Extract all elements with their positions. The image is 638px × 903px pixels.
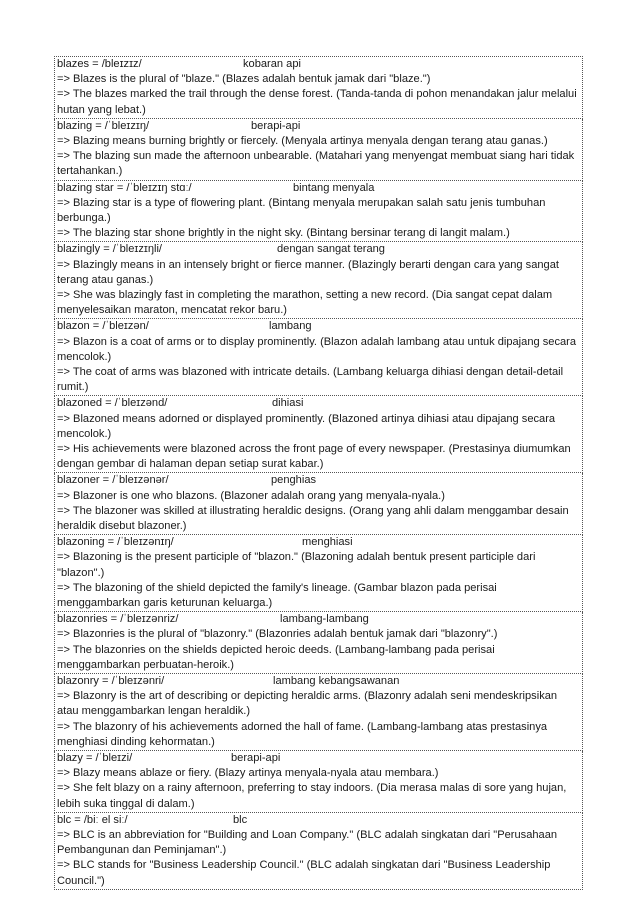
- entry-translation: berapi-api: [251, 119, 301, 132]
- entry-definition: => Blazoner is one who blazons. (Blazoner adalah orang yang menyala-nyala.): [57, 489, 445, 502]
- entry-term: blazing star = /ˈbleɪzɪŋ stɑː/: [57, 181, 192, 194]
- entry-definition: => BLC is an abbreviation for "Building and Loan Company." (BLC adalah singkatan dari "Perusahaan Pembangunan dan Peminjaman".): [57, 828, 558, 857]
- entry-definition: => Blazon is a coat of arms or to display prominently. (Blazon adalah lambang atau untuk dipajang secara mencolok.): [57, 335, 577, 363]
- entry-definition: => Blazingly means in an intensely bright or fierce manner. (Blazingly berarti dengan cara yang sangat terang atau ganas.): [57, 258, 559, 286]
- entry-example: => She felt blazy on a rainy afternoon, preferring to stay indoors. (Dia merasa malas di sore yang hujan, lebih suka tinggal di dalam.): [57, 782, 567, 810]
- entry-headword-line: [55, 242, 582, 257]
- entry-definition: => Blazy means ablaze or fiery. (Blazy artinya menyala-nyala atau membara.): [57, 767, 439, 780]
- entry-headword-line: [55, 319, 582, 334]
- entry-translation: kobaran api: [243, 58, 301, 70]
- entry-example: => The blazes marked the trail through the dense forest. (Tanda-tanda di pohon menandakan jalur melalui hutan yang lebat.): [57, 88, 577, 116]
- entry-example: => The blazonry of his achievements adorned the hall of fame. (Lambang-lambang atas prestasinya menghiasi dinding kehormatan.): [57, 720, 548, 748]
- entry-term: blazing = /ˈbleɪzɪŋ/: [57, 119, 150, 132]
- entry-headword-line: [55, 57, 582, 72]
- entry-term: blazoner = /ˈbleɪzənər/: [57, 474, 169, 487]
- dictionary-page: [54, 56, 583, 890]
- entry-example: => The blazing star shone brightly in the night sky. (Bintang bersinar terang di langit malam.): [57, 227, 510, 240]
- entry-headword-line: [55, 535, 582, 550]
- entry-headword-line: [55, 396, 582, 411]
- entry-example: => The blazoner was skilled at illustrating heraldic designs. (Orang yang ahli dalam menggambar desain heraldik disebut blazoner.): [57, 504, 569, 532]
- entry-headword-line: [55, 674, 582, 689]
- dictionary-entry: [54, 813, 583, 890]
- entry-headword-line: [55, 181, 582, 196]
- dictionary-entry: [54, 319, 583, 396]
- entry-term: blazoned = /ˈbleɪzənd/: [57, 397, 168, 410]
- dictionary-entry: [54, 396, 583, 473]
- entry-term: blazes = /bleɪzɪz/: [57, 58, 142, 70]
- entry-headword-line: [55, 473, 582, 488]
- entry-translation: berapi-api: [231, 751, 281, 764]
- dictionary-entry: [54, 612, 583, 674]
- entry-example: => She was blazingly fast in completing the marathon, setting a new record. (Dia sangat cepat dalam menyelesaikan maraton, mencatat rekor baru.): [57, 288, 553, 317]
- entry-term: blazy = /ˈbleɪzi/: [57, 751, 133, 764]
- entry-term: blazingly = /ˈbleɪzɪŋli/: [57, 243, 163, 256]
- dictionary-entry: [54, 535, 583, 612]
- entry-translation: menghiasi: [302, 536, 353, 549]
- entry-translation: bintang menyala: [293, 181, 375, 194]
- entry-example: => His achievements were blazoned across the front page of every newspaper. (Prestasinya diumumkan dengan gembar di halaman depan setiap surat kabar.): [57, 442, 571, 471]
- entry-translation: lambang kebangsawanan: [273, 674, 400, 687]
- entry-headword-line: [55, 813, 582, 828]
- entry-example: => The blazoning of the shield depicted the family's lineage. (Gambar blazon pada perisai menggambarkan garis keturunan keluarga.): [57, 581, 497, 609]
- entry-term: blazon = /ˈbleɪzən/: [57, 320, 149, 333]
- entry-translation: penghias: [271, 474, 317, 487]
- dictionary-entry: [54, 674, 583, 751]
- entry-headword-line: [55, 119, 582, 134]
- entry-term: blazonries = /ˈbleɪzənriz/: [57, 613, 179, 626]
- entry-definition: => Blazes is the plural of "blaze." (Blazes adalah bentuk jamak dari "blaze."): [57, 73, 431, 86]
- entry-headword-line: [55, 751, 582, 766]
- entry-translation: lambang-lambang: [280, 613, 369, 626]
- entry-translation: dihiasi: [272, 397, 304, 410]
- entry-definition: => Blazing star is a type of flowering plant. (Bintang menyala merupakan salah satu jenis tumbuhan berbunga.): [57, 196, 546, 224]
- dictionary-entry: [54, 751, 583, 813]
- entry-example: => The coat of arms was blazoned with intricate details. (Lambang keluarga dihiasi dengan detail-detail rumit.): [57, 365, 564, 394]
- entry-example: => The blazonries on the shields depicted heroic deeds. (Lambang-lambang pada perisai menggambarkan perbuatan-heroik.): [57, 643, 495, 671]
- dictionary-entry: [54, 473, 583, 535]
- dictionary-entry: [54, 242, 583, 319]
- dictionary-entry: [54, 119, 583, 181]
- entry-term: blazonry = /ˈbleɪzənri/: [57, 674, 165, 687]
- entry-example: => BLC stands for "Business Leadership Council." (BLC adalah singkatan dari "Business Leadership Council."): [57, 859, 551, 887]
- entry-definition: => Blazonry is the art of describing or depicting heraldic arms. (Blazonry adalah seni mendeskripsikan atau menggambarkan lengan heraldik.): [57, 690, 558, 718]
- entry-headword-line: [55, 612, 582, 627]
- dictionary-entry: [54, 56, 583, 119]
- entry-term: blazoning = /ˈbleɪzənɪŋ/: [57, 536, 174, 549]
- entry-definition: => Blazoned means adorned or displayed prominently. (Blazoned artinya dihiasi atau dipajang secara mencolok.): [57, 412, 556, 440]
- entry-translation: blc: [233, 813, 248, 826]
- entry-definition: => Blazoning is the present participle of "blazon." (Blazoning adalah bentuk present participle dari "blazon".): [57, 551, 536, 579]
- dictionary-entry: [54, 181, 583, 243]
- entry-translation: dengan sangat terang: [277, 243, 385, 256]
- entry-definition: => Blazonries is the plural of "blazonry." (Blazonries adalah bentuk jamak dari "blazonry".): [57, 628, 498, 641]
- entry-example: => The blazing sun made the afternoon unbearable. (Matahari yang menyengat membuat siang hari tidak tertahankan.): [57, 150, 575, 178]
- entry-term: blc = /biː el siː/: [57, 813, 128, 826]
- entry-translation: lambang: [269, 320, 312, 333]
- entry-definition: => Blazing means burning brightly or fiercely. (Menyala artinya menyala dengan terang atau ganas.): [57, 134, 548, 147]
